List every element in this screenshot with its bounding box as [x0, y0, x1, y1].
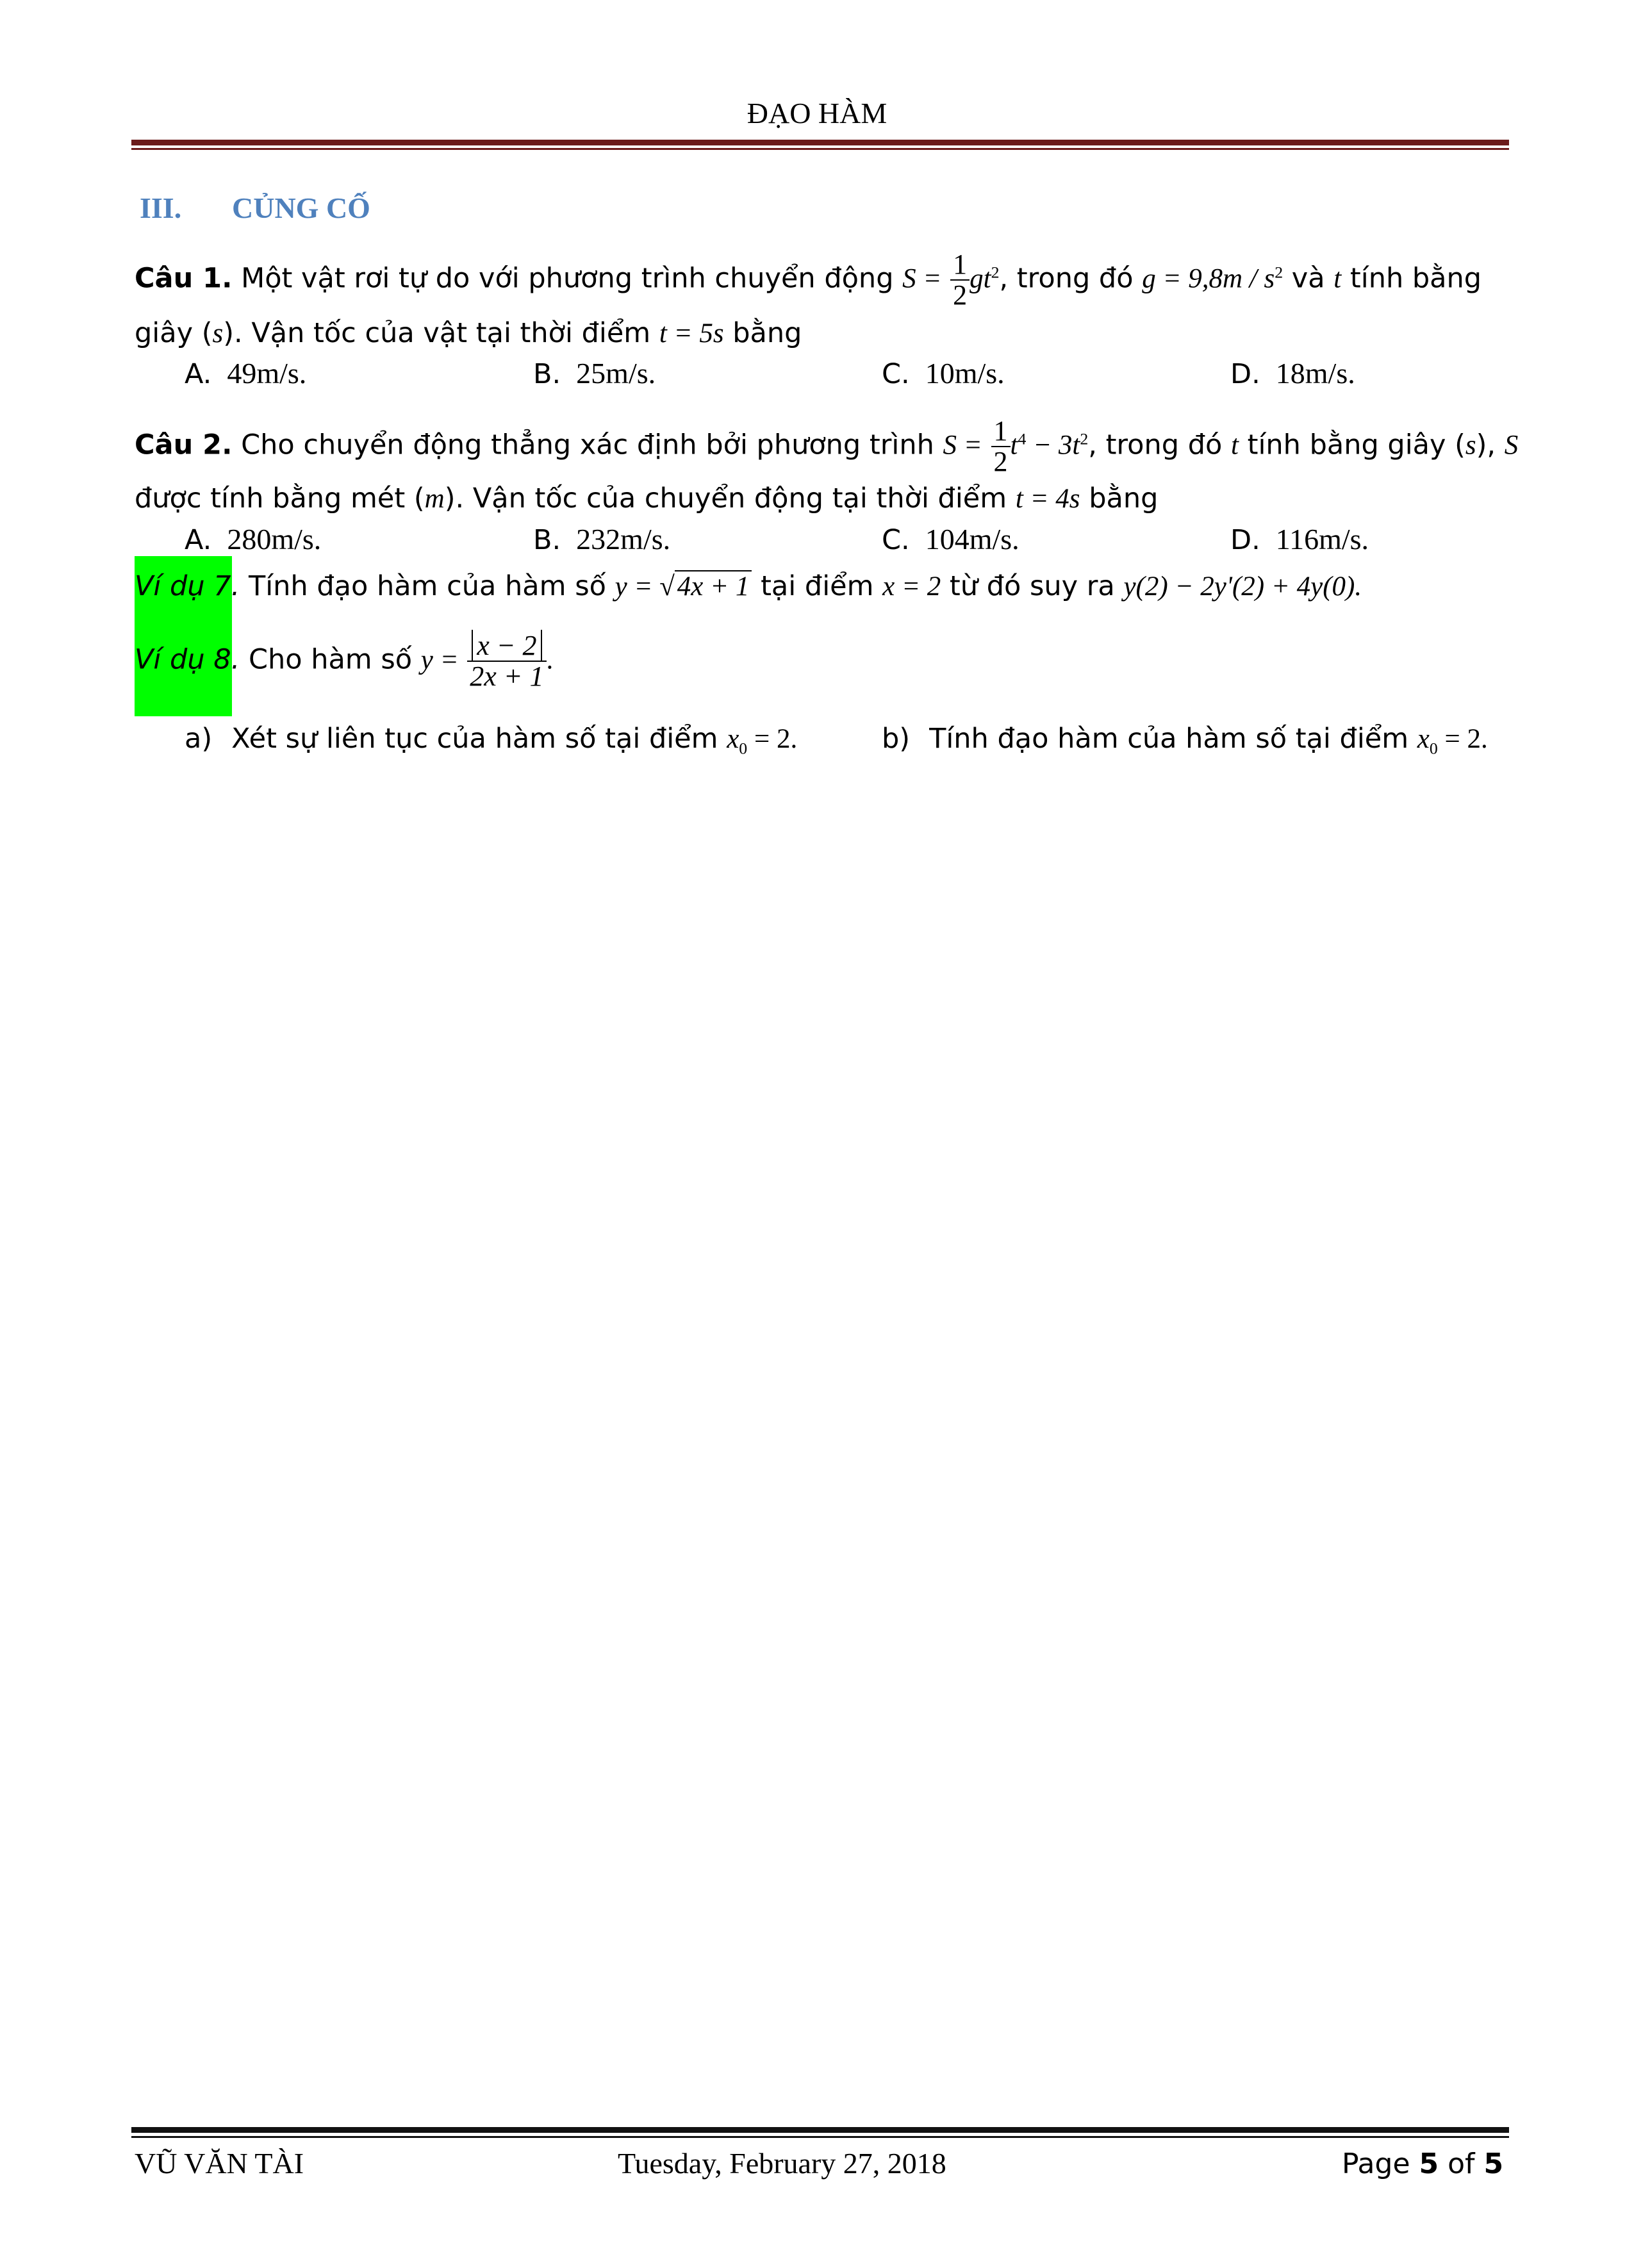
- q2-line-2: [135, 482, 1158, 514]
- part-b-label: b): [882, 723, 911, 755]
- q1-option-a[interactable]: [185, 356, 306, 390]
- vd7-label: Ví dụ 7.: [135, 570, 240, 602]
- vd7-expr: y(2) − 2y'(2) + 4y(0).: [1123, 571, 1362, 602]
- q2-f-t: t: [1010, 430, 1018, 461]
- option-letter: D.: [1230, 524, 1260, 556]
- page-total: 5: [1483, 2148, 1504, 2180]
- q2-label: Câu 2.: [135, 429, 233, 461]
- part-a-label: a): [185, 723, 213, 755]
- option-value: 10m/s.: [925, 357, 1005, 390]
- sqrt-icon: √: [659, 571, 675, 602]
- q1-t-var: t: [1333, 263, 1342, 294]
- section-title: CỦNG CỐ: [232, 192, 370, 224]
- vd7-sqrt-body: 4x + 1: [675, 570, 752, 602]
- vd7-text-a: Tính đạo hàm của hàm số: [240, 570, 615, 602]
- q2-frac-num: 1: [991, 416, 1011, 447]
- header-rule-thick: [131, 140, 1509, 145]
- q1-text-c: và: [1283, 262, 1334, 295]
- option-value: 49m/s.: [227, 357, 307, 390]
- vd8-end: .: [546, 645, 554, 675]
- vd7-text-c: từ đó suy ra: [941, 570, 1124, 602]
- q1-g-exp: 2: [1275, 263, 1283, 282]
- q2-text-b: , trong đó: [1088, 429, 1231, 461]
- option-value: 116m/s.: [1275, 523, 1369, 555]
- q2-S-var: S: [1504, 430, 1519, 461]
- part-b-math: x: [1417, 724, 1430, 754]
- q1-frac-den: 2: [953, 279, 968, 311]
- q1-text-d: tính bằng: [1341, 262, 1482, 295]
- q1-line2-var: s: [212, 318, 224, 349]
- page-header-title: ĐẠO HÀM: [747, 97, 887, 129]
- q1-g-formula: g = 9,8m / s: [1142, 263, 1275, 294]
- q2-t-var: t: [1230, 430, 1239, 461]
- vd8-part-b: [882, 723, 1488, 759]
- q1-text-b: , trong đó: [999, 262, 1143, 295]
- vd8-text-a: Cho hàm số: [240, 643, 421, 676]
- vd8-y-eq: y =: [420, 645, 459, 675]
- q1-text-a: Một vật rơi tự do với phương trình chuyển động: [232, 262, 903, 295]
- q2-f-mid: − 3t: [1026, 430, 1080, 461]
- q2-f-exp2: 2: [1080, 429, 1089, 448]
- q1-label: Câu 1.: [135, 262, 233, 295]
- q1-line2-eq: t = 5s: [659, 318, 724, 349]
- q2-line2-eq: t = 4s: [1015, 484, 1080, 514]
- page-prefix: Page: [1342, 2148, 1419, 2180]
- q2-frac-den: 2: [993, 446, 1008, 478]
- q2-line2-c: bằng: [1080, 482, 1159, 514]
- vd8-part-a: [185, 723, 797, 759]
- vd8-label: Ví dụ 8.: [135, 643, 240, 676]
- q1-option-b[interactable]: [533, 356, 656, 390]
- option-letter: C.: [882, 358, 910, 390]
- q1-formula-exp: 2: [991, 263, 1000, 282]
- vd7-x-eq: x = 2: [882, 571, 941, 602]
- page-of: of: [1439, 2148, 1484, 2180]
- option-letter: D.: [1230, 358, 1260, 390]
- q2-fraction: [991, 416, 1011, 477]
- footer-page-number: [1342, 2148, 1503, 2180]
- q1-formula-lhs: S =: [902, 263, 942, 294]
- option-letter: B.: [533, 524, 561, 556]
- q2-option-c[interactable]: [882, 522, 1019, 556]
- part-a-text: Xét sự liên tục của hàm số tại điểm: [231, 723, 727, 755]
- q2-text-c: tính bằng giây (: [1238, 429, 1465, 461]
- q1-option-d[interactable]: [1230, 356, 1355, 390]
- q1-line2-a: giây (: [135, 317, 213, 349]
- q1-line-1: [135, 250, 1481, 310]
- page-num: 5: [1419, 2148, 1439, 2180]
- option-letter: A.: [185, 358, 212, 390]
- q1-line2-c: bằng: [723, 317, 802, 349]
- q1-line2-b: ). Vận tốc của vật tại thời điểm: [223, 317, 659, 349]
- part-b-tail: = 2.: [1437, 724, 1488, 754]
- q2-text-d: ),: [1476, 429, 1505, 461]
- q1-frac-num: 1: [950, 250, 970, 281]
- vd8-fraction: [467, 631, 546, 691]
- q2-text-a: Cho chuyển động thẳng xác định bởi phương trình: [232, 429, 943, 461]
- vd8-line: [135, 631, 553, 691]
- option-value: 25m/s.: [576, 357, 656, 390]
- q2-option-b[interactable]: [533, 522, 670, 556]
- vd8-frac-den: 2x + 1: [470, 661, 544, 693]
- footer-rule-thin: [131, 2136, 1509, 2138]
- part-b-sub: 0: [1429, 739, 1438, 758]
- footer-rule-thick: [131, 2127, 1509, 2133]
- section-number: III.: [140, 192, 182, 224]
- q2-formula-lhs: S =: [943, 430, 982, 461]
- footer-date: Tuesday, February 27, 2018: [618, 2147, 946, 2180]
- vd7-text-b: tại điểm: [752, 570, 883, 602]
- q1-line-2: [135, 317, 802, 349]
- q2-f-exp1: 4: [1018, 429, 1027, 448]
- q2-s-var: s: [1465, 430, 1476, 461]
- q2-option-d[interactable]: [1230, 522, 1369, 556]
- option-letter: B.: [533, 358, 561, 390]
- option-value: 104m/s.: [925, 523, 1019, 555]
- option-letter: C.: [882, 524, 910, 556]
- q2-option-a[interactable]: [185, 522, 321, 556]
- q2-line2-b: ). Vận tốc của chuyển động tại thời điểm: [444, 482, 1016, 514]
- option-letter: A.: [185, 524, 212, 556]
- part-a-sub: 0: [739, 739, 748, 758]
- part-b-text: Tính đạo hàm của hàm số tại điểm: [929, 723, 1417, 755]
- part-a-tail: = 2.: [747, 724, 798, 754]
- header-rule-thin: [131, 148, 1509, 150]
- option-value: 232m/s.: [576, 523, 671, 555]
- q1-formula-tail: gt: [970, 263, 991, 294]
- q1-option-c[interactable]: [882, 356, 1005, 390]
- q2-line-1: [135, 416, 1518, 477]
- vd7-y-eq: y =: [615, 571, 660, 602]
- q1-fraction: [950, 250, 970, 310]
- option-value: 280m/s.: [227, 523, 322, 555]
- option-value: 18m/s.: [1275, 357, 1355, 390]
- footer-author: VŨ VĂN TÀI: [135, 2147, 304, 2180]
- vd7-line: [135, 570, 1362, 602]
- q2-line2-a: được tính bằng mét (: [135, 482, 425, 514]
- q2-line2-var: m: [424, 484, 445, 514]
- vd8-frac-num: x − 2: [472, 630, 541, 661]
- part-a-math: x: [727, 724, 739, 754]
